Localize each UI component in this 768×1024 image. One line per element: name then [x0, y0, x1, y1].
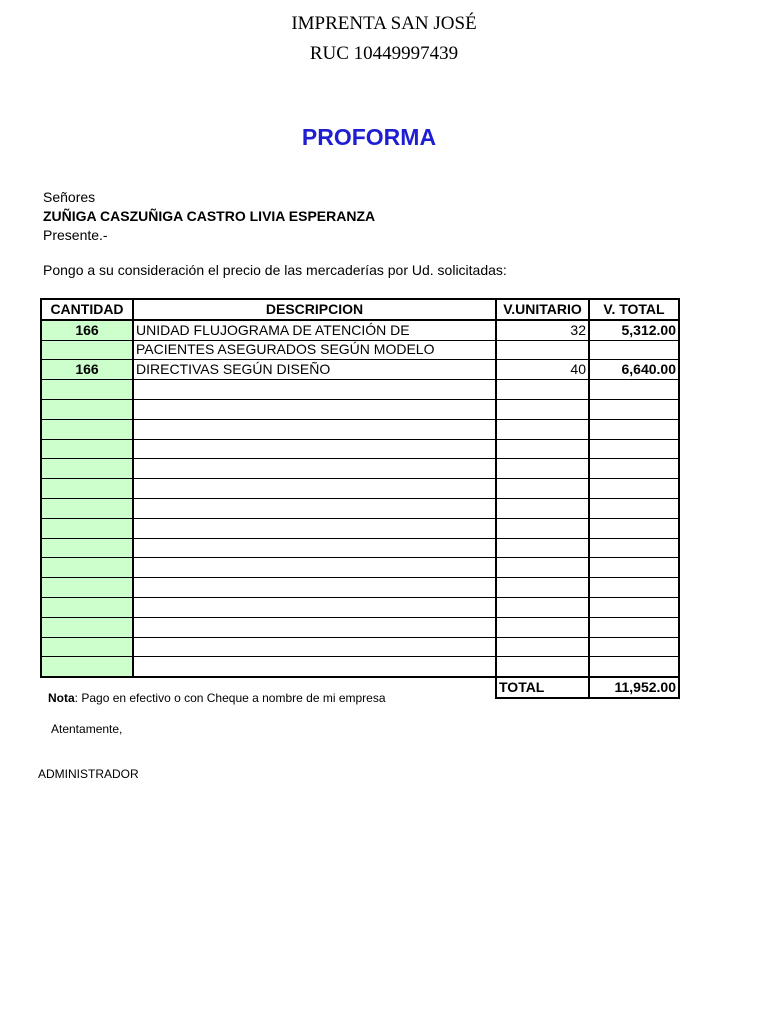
empty-cell — [133, 459, 496, 479]
empty-cell — [41, 617, 133, 637]
table-row-empty — [41, 578, 679, 598]
line-total-cell: 6,640.00 — [589, 360, 679, 380]
empty-cell — [133, 479, 496, 499]
table-row-empty — [41, 439, 679, 459]
empty-cell — [133, 617, 496, 637]
table-row-empty — [41, 380, 679, 400]
empty-cell — [589, 439, 679, 459]
line-total-cell: 5,312.00 — [589, 320, 679, 340]
empty-cell — [133, 399, 496, 419]
table-row-empty — [41, 597, 679, 617]
empty-cell — [41, 657, 133, 677]
header-v-unitario: V.UNITARIO — [496, 299, 589, 320]
table-row-empty — [41, 637, 679, 657]
header-descripcion: DESCRIPCION — [133, 299, 496, 320]
unit-price-cell — [496, 340, 589, 360]
empty-cell — [589, 558, 679, 578]
empty-cell — [589, 578, 679, 598]
description-cell: DIRECTIVAS SEGÚN DISEÑO — [133, 360, 496, 380]
empty-cell — [133, 380, 496, 400]
empty-cell — [496, 518, 589, 538]
header-cantidad: CANTIDAD — [41, 299, 133, 320]
empty-cell — [133, 538, 496, 558]
closing-text: Atentamente, — [51, 722, 123, 736]
empty-cell — [589, 597, 679, 617]
empty-cell — [133, 419, 496, 439]
table-row-empty — [41, 479, 679, 499]
empty-cell — [496, 439, 589, 459]
empty-cell — [589, 459, 679, 479]
unit-price-cell: 32 — [496, 320, 589, 340]
empty-cell — [589, 380, 679, 400]
intro-text: Pongo a su consideración el precio de las mercaderías por Ud. solicitadas: — [43, 262, 507, 278]
empty-cell — [133, 518, 496, 538]
document-title: PROFORMA — [301, 124, 437, 150]
table-row-empty — [41, 419, 679, 439]
empty-cell — [496, 637, 589, 657]
empty-cell — [41, 399, 133, 419]
empty-cell — [41, 637, 133, 657]
empty-cell — [41, 498, 133, 518]
items-table — [40, 298, 680, 699]
present-line: Presente.- — [43, 227, 108, 243]
total-value: 11,952.00 — [589, 677, 679, 698]
empty-cell — [589, 498, 679, 518]
empty-cell — [133, 439, 496, 459]
empty-cell — [589, 399, 679, 419]
empty-cell — [496, 479, 589, 499]
table-row-empty — [41, 498, 679, 518]
table-row — [41, 320, 679, 340]
note-text: : Pago en efectivo o con Cheque a nombre de mi empresa — [74, 691, 386, 705]
empty-cell — [41, 380, 133, 400]
empty-cell — [133, 578, 496, 598]
empty-cell — [496, 380, 589, 400]
empty-cell — [589, 617, 679, 637]
qty-cell — [41, 340, 133, 360]
table-row-empty — [41, 617, 679, 637]
empty-cell — [589, 637, 679, 657]
empty-cell — [133, 558, 496, 578]
empty-cell — [41, 538, 133, 558]
empty-cell — [41, 459, 133, 479]
empty-cell — [133, 597, 496, 617]
line-total-cell — [589, 340, 679, 360]
empty-cell — [496, 597, 589, 617]
empty-cell — [496, 498, 589, 518]
table-row — [41, 340, 679, 360]
table-row-empty — [41, 459, 679, 479]
empty-cell — [41, 419, 133, 439]
empty-cell — [589, 419, 679, 439]
company-name: IMPRENTA SAN JOSÉ — [291, 13, 477, 34]
table-row-empty — [41, 518, 679, 538]
empty-cell — [41, 439, 133, 459]
empty-cell — [41, 479, 133, 499]
signature-title: ADMINISTRADOR — [38, 767, 139, 781]
empty-cell — [496, 558, 589, 578]
empty-cell — [133, 637, 496, 657]
qty-cell: 166 — [41, 360, 133, 380]
table-row — [41, 360, 679, 380]
empty-cell — [41, 518, 133, 538]
table-row-empty — [41, 538, 679, 558]
table-row-empty — [41, 399, 679, 419]
empty-cell — [496, 538, 589, 558]
empty-cell — [496, 419, 589, 439]
empty-cell — [589, 479, 679, 499]
table-header-row — [41, 299, 679, 320]
description-cell: UNIDAD FLUJOGRAMA DE ATENCIÓN DE — [133, 320, 496, 340]
greeting: Señores — [43, 189, 96, 205]
total-label: TOTAL — [496, 677, 589, 698]
unit-price-cell: 40 — [496, 360, 589, 380]
empty-cell — [496, 459, 589, 479]
qty-cell: 166 — [41, 320, 133, 340]
empty-cell — [133, 657, 496, 677]
empty-cell — [496, 657, 589, 677]
company-ruc: RUC 10449997439 — [309, 43, 459, 64]
client-name: ZUÑIGA CASZUÑIGA CASTRO LIVIA ESPERANZA — [43, 208, 376, 224]
payment-note — [48, 691, 386, 705]
empty-cell — [496, 399, 589, 419]
empty-cell — [41, 558, 133, 578]
table-row-empty — [41, 657, 679, 677]
empty-cell — [496, 578, 589, 598]
empty-cell — [41, 597, 133, 617]
table-row-empty — [41, 558, 679, 578]
note-label: Nota — [48, 691, 75, 705]
empty-cell — [496, 617, 589, 637]
empty-cell — [589, 657, 679, 677]
empty-cell — [589, 538, 679, 558]
empty-cell — [589, 518, 679, 538]
empty-cell — [133, 498, 496, 518]
header-v-total: V. TOTAL — [589, 299, 679, 320]
description-cell: PACIENTES ASEGURADOS SEGÚN MODELO — [133, 340, 496, 360]
empty-cell — [41, 578, 133, 598]
